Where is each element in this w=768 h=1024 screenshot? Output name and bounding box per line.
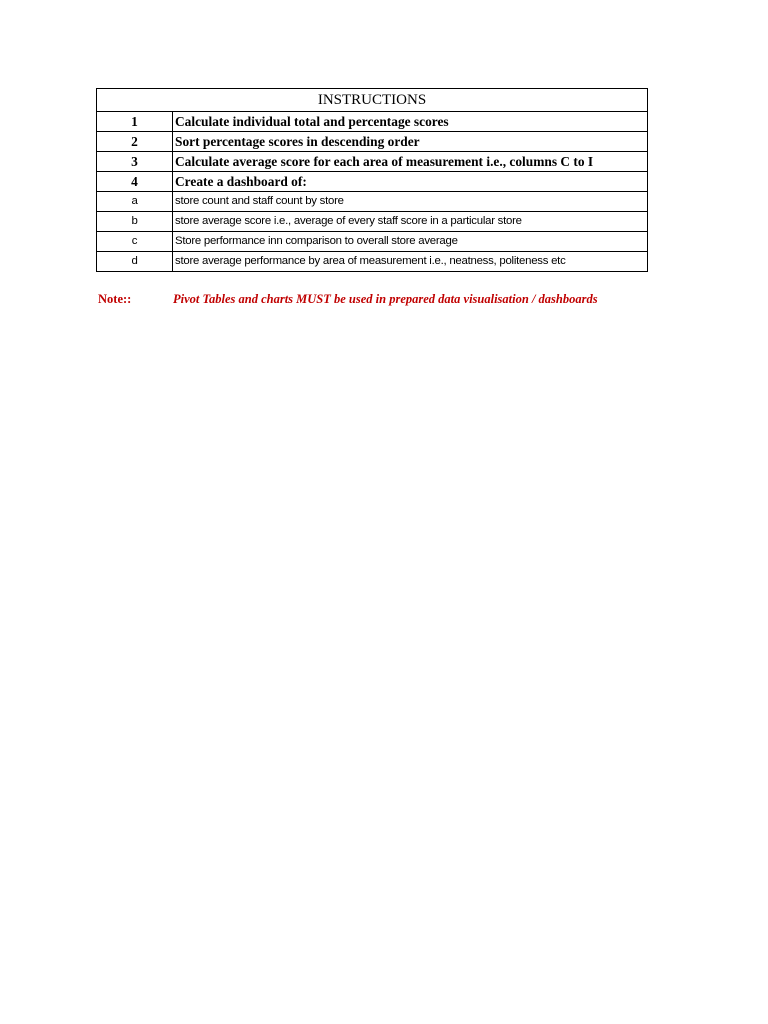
sub-item-letter: b (97, 212, 173, 232)
step-text: Sort percentage scores in descending order (173, 132, 648, 152)
note-text: Pivot Tables and charts MUST be used in prepared data visualisation / dashboards (173, 292, 598, 306)
step-number: 2 (97, 132, 173, 152)
sub-item-row-d (97, 252, 648, 272)
table-header-row (97, 89, 648, 112)
note-label: Note:: (98, 292, 132, 306)
sub-item-letter: d (97, 252, 173, 272)
instructions-table (96, 88, 648, 272)
step-number: 3 (97, 152, 173, 172)
step-row-4 (97, 172, 648, 192)
note-line (98, 290, 658, 308)
step-text: Calculate average score for each area of measurement i.e., columns C to I (173, 152, 648, 172)
sub-item-letter: c (97, 232, 173, 252)
sub-item-row-c (97, 232, 648, 252)
step-row-3 (97, 152, 648, 172)
sub-item-text: store average score i.e., average of every staff score in a particular store (173, 212, 648, 232)
instructions-title: INSTRUCTIONS (97, 89, 648, 112)
step-text: Calculate individual total and percentage scores (173, 112, 648, 132)
sub-item-text: Store performance inn comparison to overall store average (173, 232, 648, 252)
step-number: 1 (97, 112, 173, 132)
sub-item-letter: a (97, 192, 173, 212)
sub-item-text: store average performance by area of measurement i.e., neatness, politeness etc (173, 252, 648, 272)
step-row-1 (97, 112, 648, 132)
step-text: Create a dashboard of: (173, 172, 648, 192)
sub-item-row-a (97, 192, 648, 212)
sub-item-row-b (97, 212, 648, 232)
step-row-2 (97, 132, 648, 152)
step-number: 4 (97, 172, 173, 192)
sub-item-text: store count and staff count by store (173, 192, 648, 212)
